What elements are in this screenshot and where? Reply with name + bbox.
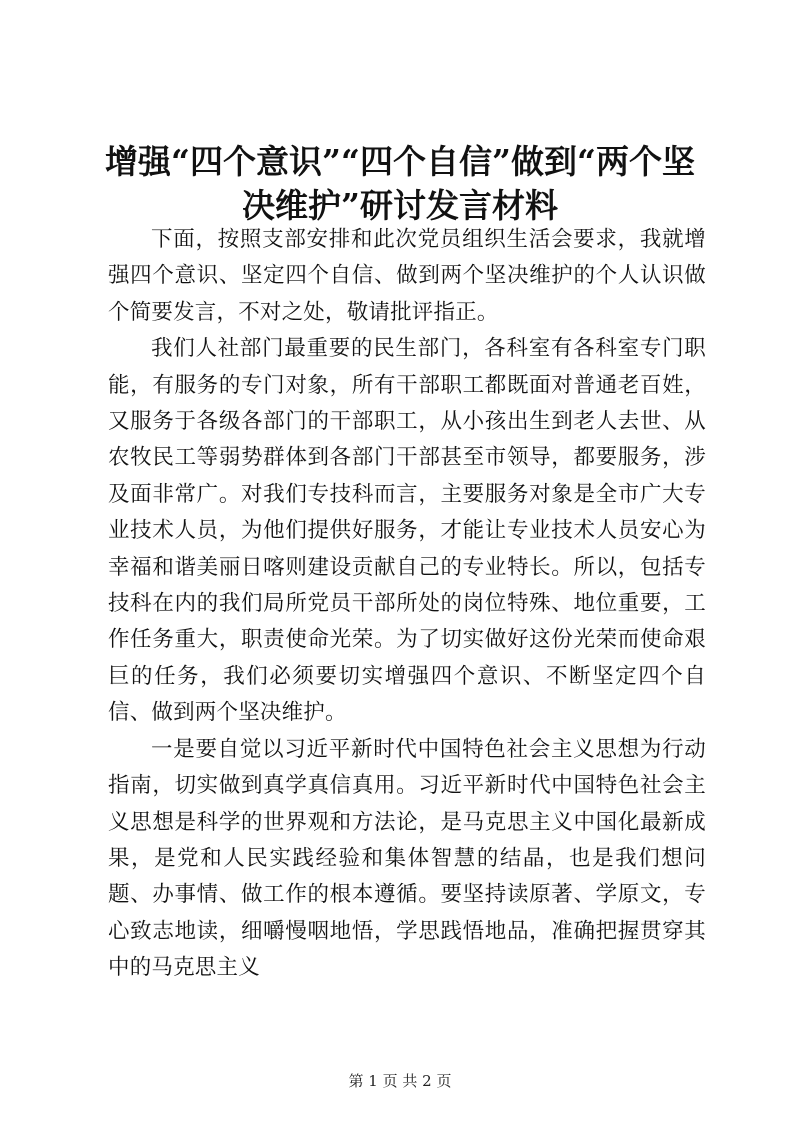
page-number: 第 1 页 共 2 页	[348, 1072, 452, 1090]
paragraph-point-one: 一是要自觉以习近平新时代中国特色社会主义思想为行动指南，切实做到真学真信真用。习近平新时代中国特色社会主义思想是科学的世界观和方法论，是马克思主义中国化最新成果，是党和人民实践经验和集体智慧的结晶，也是我们想问题、办事情、做工作的根本遵循。要坚持读原著、学原文，专心致志地读，细嚼慢咽地悟，学思践悟地品，准确把握贯穿其中的马克思主义	[108, 736, 706, 981]
document-title: 增强“四个意识”“四个自信”做到“两个坚决维护”研讨发言材料	[105, 142, 695, 225]
paragraph-intro: 下面，按照支部安排和此次党员组织生活会要求，我就增强四个意识、坚定四个自信、做到两个坚决维护的个人认识做个简要发言，不对之处，敬请批评指正。	[108, 227, 706, 325]
paragraph-department: 我们人社部门最重要的民生部门，各科室有各科室专门职能，有服务的专门对象，所有干部职工都既面对普通老百姓，又服务于各级各部门的干部职工，从小孩出生到老人去世、从农牧民工等弱势群体到各部门干部甚至市领导，都要服务，涉及面非常广。对我们专技科而言，主要服务对象是全市广大专业技术人员，为他们提供好服务，才能让专业技术人员安心为幸福和谐美丽日喀则建设贡献自己的专业特长。所以，包括专技科在内的我们局所党员干部所处的岗位特殊、地位重要，工作任务重大，职责使命光荣。为了切实做好这份光荣而使命艰巨的任务，我们必须要切实增强四个意识、不断坚定四个自信、做到两个坚决维护。	[108, 336, 706, 726]
document-body	[108, 222, 706, 987]
